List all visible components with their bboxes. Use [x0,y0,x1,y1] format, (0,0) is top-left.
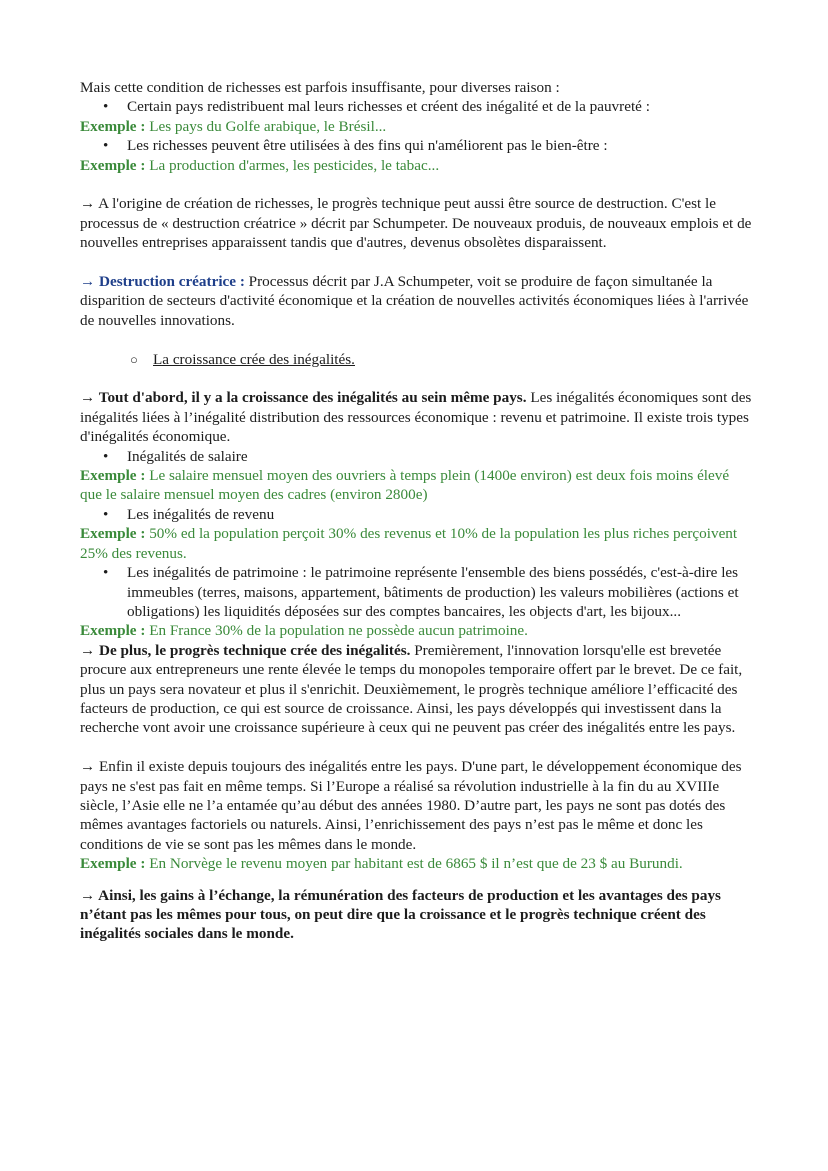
paragraph-lead: → De plus, le progrès technique crée des inégalités. [80,641,411,659]
example-text: Le salaire mensuel moyen des ouvriers à temps plein (1400e environ) est deux fois moins élevé que le salaire mensuel moyen des cadres (environ 2800e) [80,467,730,504]
conclusion-text: → Ainsi, les gains à l’échange, la rémunération des facteurs de production et les avantages des pays n’étant pas les mêmes pour tous, on peut dire que la croissance et le progrès technique créent des inégalités sociales dans le monde. [80,886,721,943]
paragraph-text: Les inégalités économiques sont des inégalités liées à l’inégalité distribution des ressources économique : revenu et patrimoine. Il existe trois types d'inégalités économique. [80,389,752,446]
subheading-text: La croissance crée des inégalités. [153,350,355,368]
bullet-icon: • [103,137,109,155]
circle-bullet-icon: ○ [130,351,138,367]
example-line [80,854,752,873]
document-page [80,78,752,944]
schumpeter-paragraph: → A l'origine de création de richesses, le progrès technique peut aussi être source de destruction. C'est le processus de « destruction créatrice » décrit par Schumpeter. De nouveaux produis, de nouveaux emplois et de nouvelles entreprises apparaissent tandis que d'autres, devenus obsolètes disparaissent. [80,195,752,252]
bullet-text: Certain pays redistribuent mal leurs richesses et créent des inégalité et de la pauvreté : [127,98,650,116]
definition-text: Processus décrit par J.A Schumpeter, voit se produire de façon simultanée la disparition de secteurs d'activité économique et la création de nouvelles activités économiques liées à l'arrivée de nouvelles innovations. [80,273,749,329]
example-label: Exemple : [80,467,146,485]
paragraph-lead: → Tout d'abord, il y a la croissance des inégalités au sein même pays. [80,389,527,407]
example-line [80,621,752,640]
definition-paragraph [80,272,752,330]
paragraph-inequalities [80,388,752,446]
definition-term: → Destruction créatrice : [80,273,245,291]
bullet-item [80,505,752,524]
example-label: Exemple : [80,855,146,873]
example-text: La production d'armes, les pesticides, le tabac... [149,156,440,174]
bullet-text: Inégalités de salaire [127,447,248,465]
paragraph-technical-progress [80,641,752,738]
example-label: Exemple : [80,156,146,174]
bullet-text: Les inégalités de revenu [127,505,275,523]
bullet-item [80,447,752,466]
bullet-icon: • [103,98,109,116]
example-text: En France 30% de la population ne possède aucun patrimoine. [145,622,528,640]
example-text: 50% ed la population perçoit 30% des revenus et 10% de la population les plus riches perçoivent 25% des revenus. [80,525,738,562]
example-label: Exemple : [80,117,146,135]
bullet-item [80,136,752,155]
paragraph-countries: → Enfin il existe depuis toujours des inégalités entre les pays. D'une part, le développement économique des pays ne s'est pas fait en même temps. Si l’Europe a réalisé sa révolution industrielle à la fin du au XVIIIe siècle, l’Asie elle ne l’a entamée qu’au début des années 1980. D’autre part, les pays ne sont pas dotés des mêmes avantages factoriels ou naturels. Ainsi, l’enrichissement des pays n’est pas le même et donc les conditions de vie se sont pas les mêmes dans le monde. [80,758,742,853]
example-line [80,524,752,563]
example-line [80,117,752,136]
example-line [80,466,752,505]
bullet-icon: • [103,505,109,523]
example-label: Exemple : [80,622,146,640]
bullet-text: Les richesses peuvent être utilisées à des fins qui n'améliorent pas le bien-être : [127,137,608,155]
bullet-item [80,563,752,621]
conclusion-paragraph [80,886,752,944]
example-label: Exemple : [80,525,146,543]
paragraph-text: Premièrement, l'innovation lorsqu'elle est brevetée procure aux entrepreneurs une rente élevée le temps du monopoles temporaire offert par le brevet. De ce fait, plus un pays sera novateur et plus il s'enrichit. Deuxièmement, le progrès technique améliore l’efficacité des facteurs de production, ce qui est source de croissance. Ainsi, les pays développés qui investissent dans la recherche vont avoir une croissance supérieure à ceux qui ne peuvent pas créer des inégalités entre les pays. [80,641,743,737]
example-text: Les pays du Golfe arabique, le Brésil... [149,117,387,135]
example-text: En Norvège le revenu moyen par habitant est de 6865 $ il n’est que de 23 $ au Burundi. [145,855,683,873]
subheading [80,350,752,369]
intro-paragraph: Mais cette condition de richesses est parfois insuffisante, pour diverses raison : [80,79,560,96]
example-line [80,156,752,175]
bullet-icon: • [103,447,109,465]
bullet-item [80,97,752,116]
bullet-icon: • [103,564,109,582]
bullet-text: Les inégalités de patrimoine : le patrimoine représente l'ensemble des biens possédés, c'est-à-dire les immeubles (terres, maisons, appartement, bâtiments de production) les valeurs mobilières (actions et obligations) les liquidités déposées sur des comptes bancaires, les objects d'art, les bijoux... [127,564,739,620]
